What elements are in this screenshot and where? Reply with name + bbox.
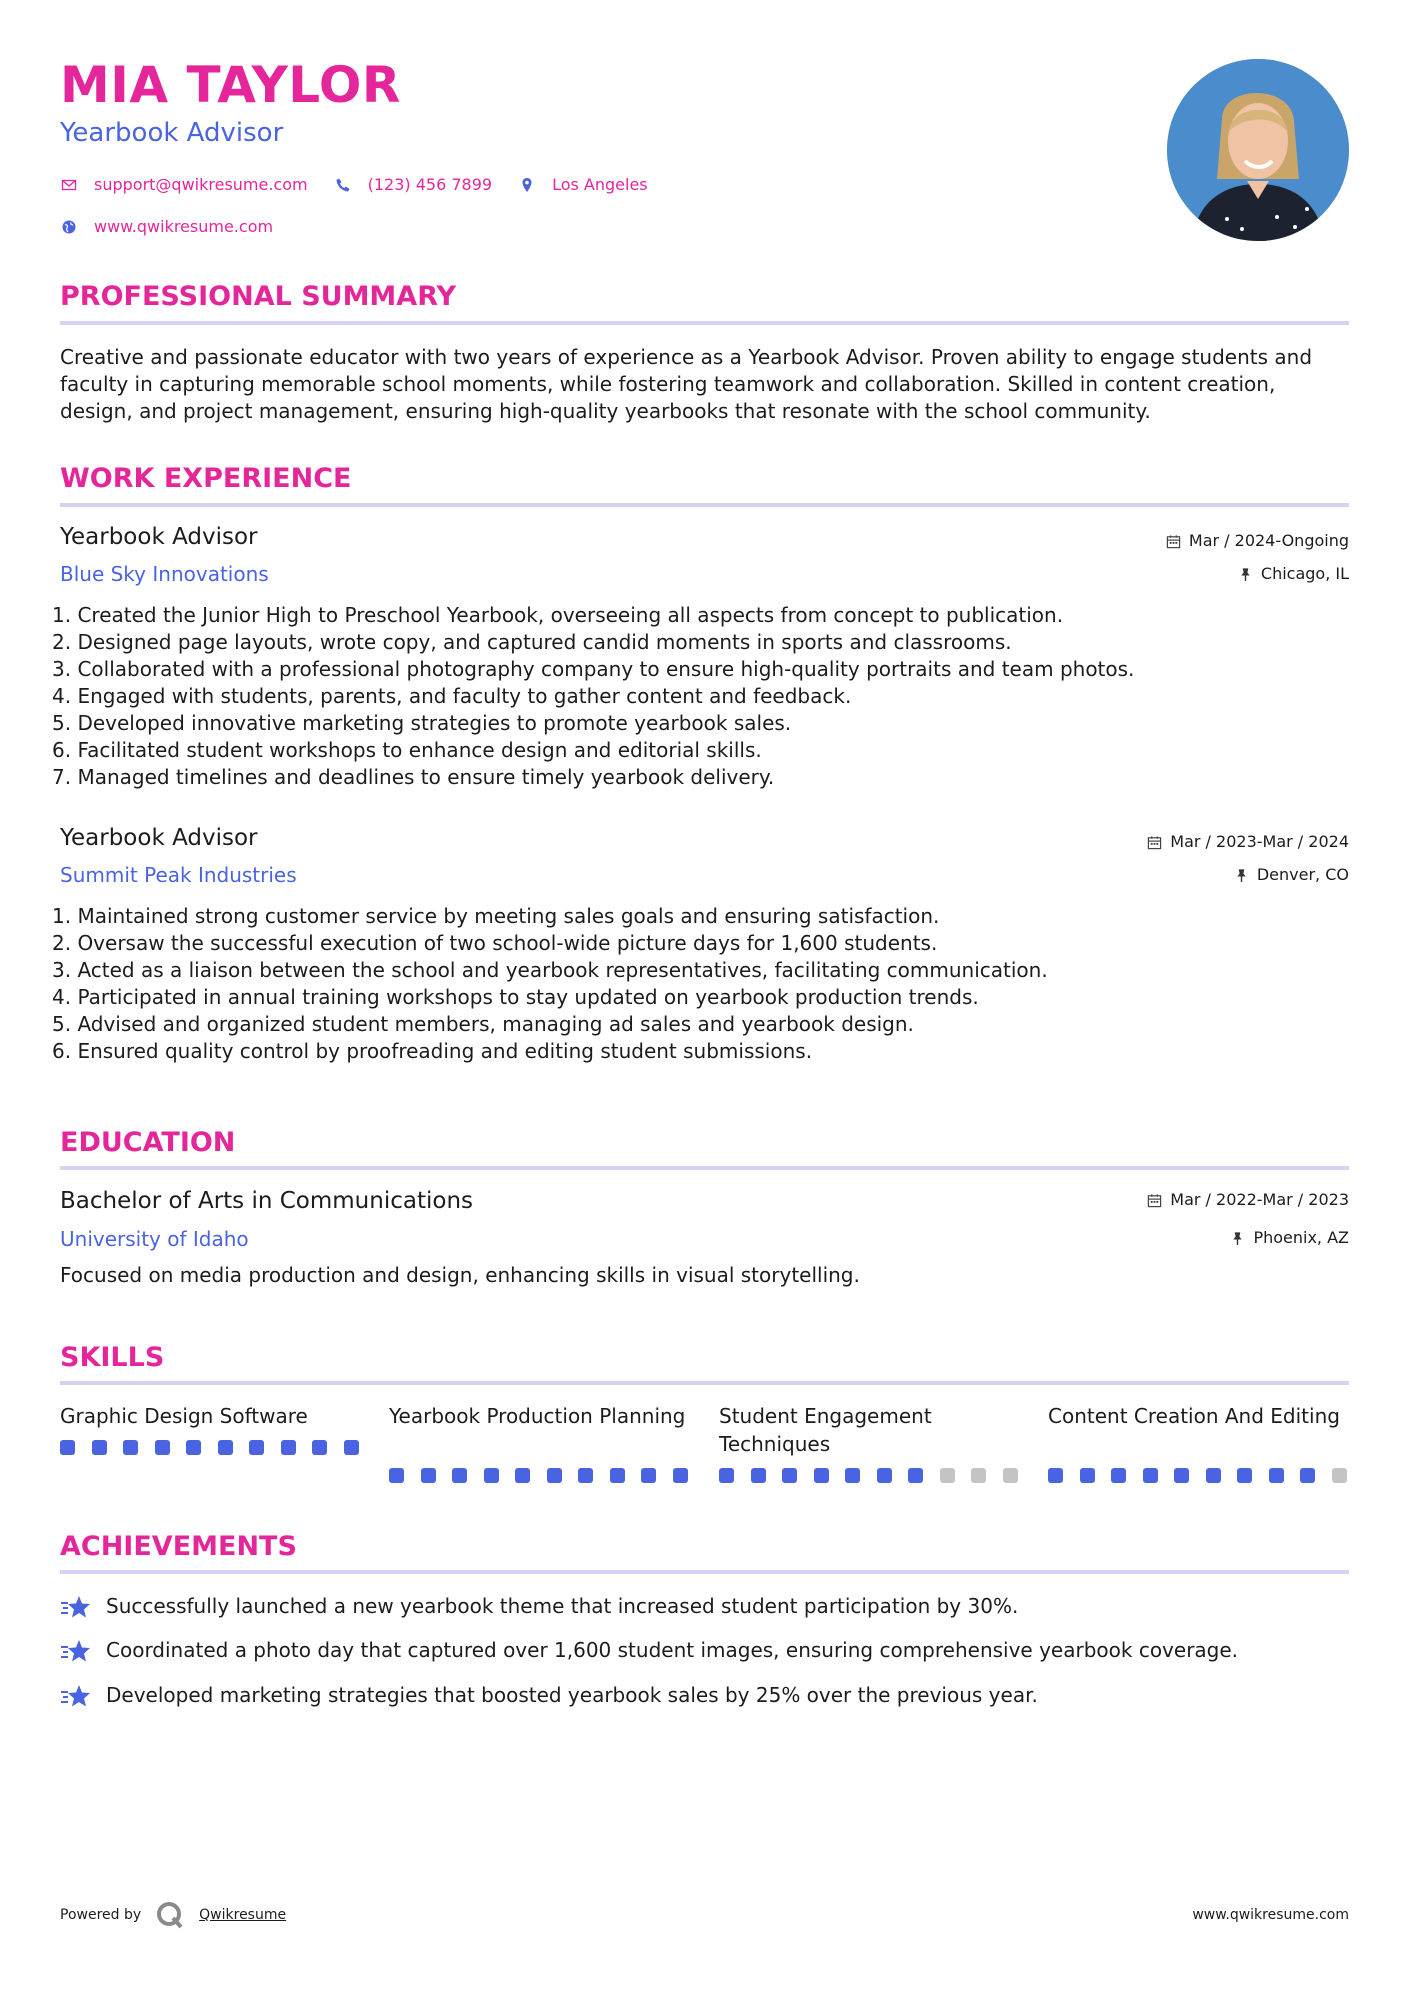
list-item: 6. Facilitated student workshops to enhance design and editorial skills. [52,738,762,762]
skill-item [389,1402,689,1430]
list-item: 2. Oversaw the successful execution of two school-wide picture days for 1,600 students. [52,931,938,955]
star-icon [60,1594,92,1620]
rating-dot-filled [389,1468,404,1483]
website-text: www.qwikresume.com [94,217,274,236]
rating-dot-filled [751,1468,766,1483]
list-item: 3. Collaborated with a professional photography company to ensure high-quality portraits and team photos. [52,657,1135,681]
skill-rating [60,1440,375,1455]
skill-name: Graphic Design Software [60,1404,308,1428]
location-text: Chicago, IL [1260,564,1349,583]
job-title: Yearbook Advisor [60,825,258,851]
profile-photo [1167,59,1349,241]
experience-heading: WORK EXPERIENCE [60,463,352,494]
skills-heading: SKILLS [60,1342,165,1373]
rating-dot-filled [452,1468,467,1483]
list-item: 4. Engaged with students, parents, and faculty to gather content and feedback. [52,684,852,708]
location-text: Phoenix, AZ [1253,1228,1349,1247]
section-divider [60,1166,1349,1170]
globe-icon [60,218,78,236]
rating-dot-filled [1300,1468,1315,1483]
degree-title: Bachelor of Arts in Communications [60,1188,474,1214]
job-bullets [52,602,1332,791]
rating-dot-filled [218,1440,233,1455]
rating-dot-filled [1048,1468,1063,1483]
rating-dot-filled [845,1468,860,1483]
list-item: 7. Managed timelines and deadlines to ensure timely yearbook delivery. [52,765,775,789]
rating-dot-filled [1206,1468,1221,1483]
star-icon [60,1638,92,1664]
rating-dot-empty [940,1468,955,1483]
rating-dot-empty [1003,1468,1018,1483]
list-item: 1. Maintained strong customer service by meeting sales goals and ensuring satisfaction. [52,904,940,928]
rating-dot-filled [60,1440,75,1455]
dates-text: Mar / 2023-Mar / 2024 [1170,832,1349,851]
pushpin-icon [1238,567,1253,582]
list-item: 5. Developed innovative marketing strategies to promote yearbook sales. [52,711,792,735]
contact-phone[interactable] [334,175,492,194]
list-item: 2. Designed page layouts, wrote copy, and captured candid moments in sports and classrooms. [52,630,1012,654]
rating-dot-filled [155,1440,170,1455]
skill-rating [719,1468,1034,1483]
powered-by-label: Powered by [60,1907,142,1923]
job-bullets [52,903,1332,1065]
rating-dot-filled [908,1468,923,1483]
achievement-item [60,1593,1018,1620]
job-dates [1166,533,1349,549]
contact-website[interactable] [60,217,273,236]
calendar-icon [1147,1193,1162,1208]
skill-item [719,1402,1019,1458]
envelope-icon [60,176,78,194]
footer-branding [60,1900,286,1930]
candidate-title: Yearbook Advisor [60,118,284,148]
summary-text: Creative and passionate educator with two years of experience as a Yearbook Advisor. Proven ability to engage students and faculty in capturing memorable school moments, while fostering teamwork and collaboration. Skilled in content creation, design, and project management, ensuring high-quality yearbooks that resonate with the school community. [60,345,1313,423]
list-item: 6. Ensured quality control by proofreading and editing student submissions. [52,1039,813,1063]
job-dates [1147,834,1349,850]
rating-dot-empty [971,1468,986,1483]
rating-dot-filled [249,1440,264,1455]
candidate-name: MIA TAYLOR [60,56,401,114]
rating-dot-filled [1237,1468,1252,1483]
calendar-icon [1147,835,1162,850]
achievements-heading: ACHIEVEMENTS [60,1531,297,1562]
rating-dot-filled [1143,1468,1158,1483]
rating-dot-filled [1174,1468,1189,1483]
rating-dot-filled [578,1468,593,1483]
dates-text: Mar / 2022-Mar / 2023 [1170,1190,1349,1209]
location-text: Los Angeles [552,175,648,194]
brand-link[interactable]: Qwikresume [199,1907,287,1923]
pushpin-icon [1234,868,1249,883]
rating-dot-filled [1111,1468,1126,1483]
skill-name: Content Creation And Editing [1048,1404,1340,1428]
location-text: Denver, CO [1256,865,1349,884]
list-item: 3. Acted as a liaison between the school and yearbook representatives, facilitating communication. [52,958,1048,982]
skill-name: Yearbook Production Planning [389,1404,686,1428]
achievement-text: Coordinated a photo day that captured over 1,600 student images, ensuring comprehensive yearbook coverage. [106,1638,1239,1662]
job-location [1234,867,1349,883]
rating-dot-filled [610,1468,625,1483]
phone-text: (123) 456 7899 [367,175,493,194]
list-item: 5. Advised and organized student members, managing ad sales and yearbook design. [52,1012,914,1036]
rating-dot-filled [673,1468,688,1483]
achievement-item [60,1682,1038,1709]
section-divider [60,503,1349,507]
phone-icon [334,176,352,194]
rating-dot-filled [281,1440,296,1455]
education-description: Focused on media production and design, enhancing skills in visual storytelling. [60,1263,860,1287]
rating-dot-filled [547,1468,562,1483]
qwikresume-logo-icon [155,1900,185,1930]
skill-item [60,1402,360,1430]
company-name: Blue Sky Innovations [60,562,269,586]
rating-dot-filled [123,1440,138,1455]
company-name: Summit Peak Industries [60,863,297,887]
contact-email[interactable] [60,175,308,194]
skill-rating [1048,1468,1363,1483]
rating-dot-filled [1269,1468,1284,1483]
email-text: support@qwikresume.com [94,175,308,194]
achievement-item [60,1637,1238,1664]
rating-dot-filled [877,1468,892,1483]
calendar-icon [1166,534,1181,549]
rating-dot-filled [421,1468,436,1483]
school-name: University of Idaho [60,1227,249,1251]
job-title: Yearbook Advisor [60,524,258,550]
list-item: 4. Participated in annual training workshops to stay updated on yearbook production trends. [52,985,979,1009]
map-pin-icon [518,176,536,194]
contact-location [518,175,648,194]
contact-row-website [60,217,299,236]
education-location [1230,1230,1349,1246]
rating-dot-filled [719,1468,734,1483]
star-icon [60,1683,92,1709]
rating-dot-filled [484,1468,499,1483]
achievement-text: Developed marketing strategies that boosted yearbook sales by 25% over the previous year. [106,1683,1038,1707]
rating-dot-filled [782,1468,797,1483]
job-location [1238,566,1349,582]
rating-dot-filled [92,1440,107,1455]
skill-name: Student Engagement Techniques [719,1404,932,1456]
rating-dot-filled [641,1468,656,1483]
section-divider [60,1381,1349,1385]
pushpin-icon [1230,1231,1245,1246]
rating-dot-filled [344,1440,359,1455]
achievement-text: Successfully launched a new yearbook theme that increased student participation by 30%. [106,1594,1019,1618]
rating-dot-filled [1080,1468,1095,1483]
footer-website[interactable]: www.qwikresume.com [1192,1907,1349,1923]
section-divider [60,1570,1349,1574]
summary-heading: PROFESSIONAL SUMMARY [60,281,457,312]
section-divider [60,321,1349,325]
dates-text: Mar / 2024-Ongoing [1188,531,1349,550]
rating-dot-filled [186,1440,201,1455]
rating-dot-filled [312,1440,327,1455]
list-item: 1. Created the Junior High to Preschool Yearbook, overseeing all aspects from concept to publication. [52,603,1064,627]
skill-item [1048,1402,1348,1430]
rating-dot-empty [1332,1468,1347,1483]
skill-rating [389,1468,704,1483]
contact-row [60,175,674,194]
education-heading: EDUCATION [60,1127,236,1158]
rating-dot-filled [814,1468,829,1483]
rating-dot-filled [515,1468,530,1483]
education-dates [1147,1192,1349,1208]
